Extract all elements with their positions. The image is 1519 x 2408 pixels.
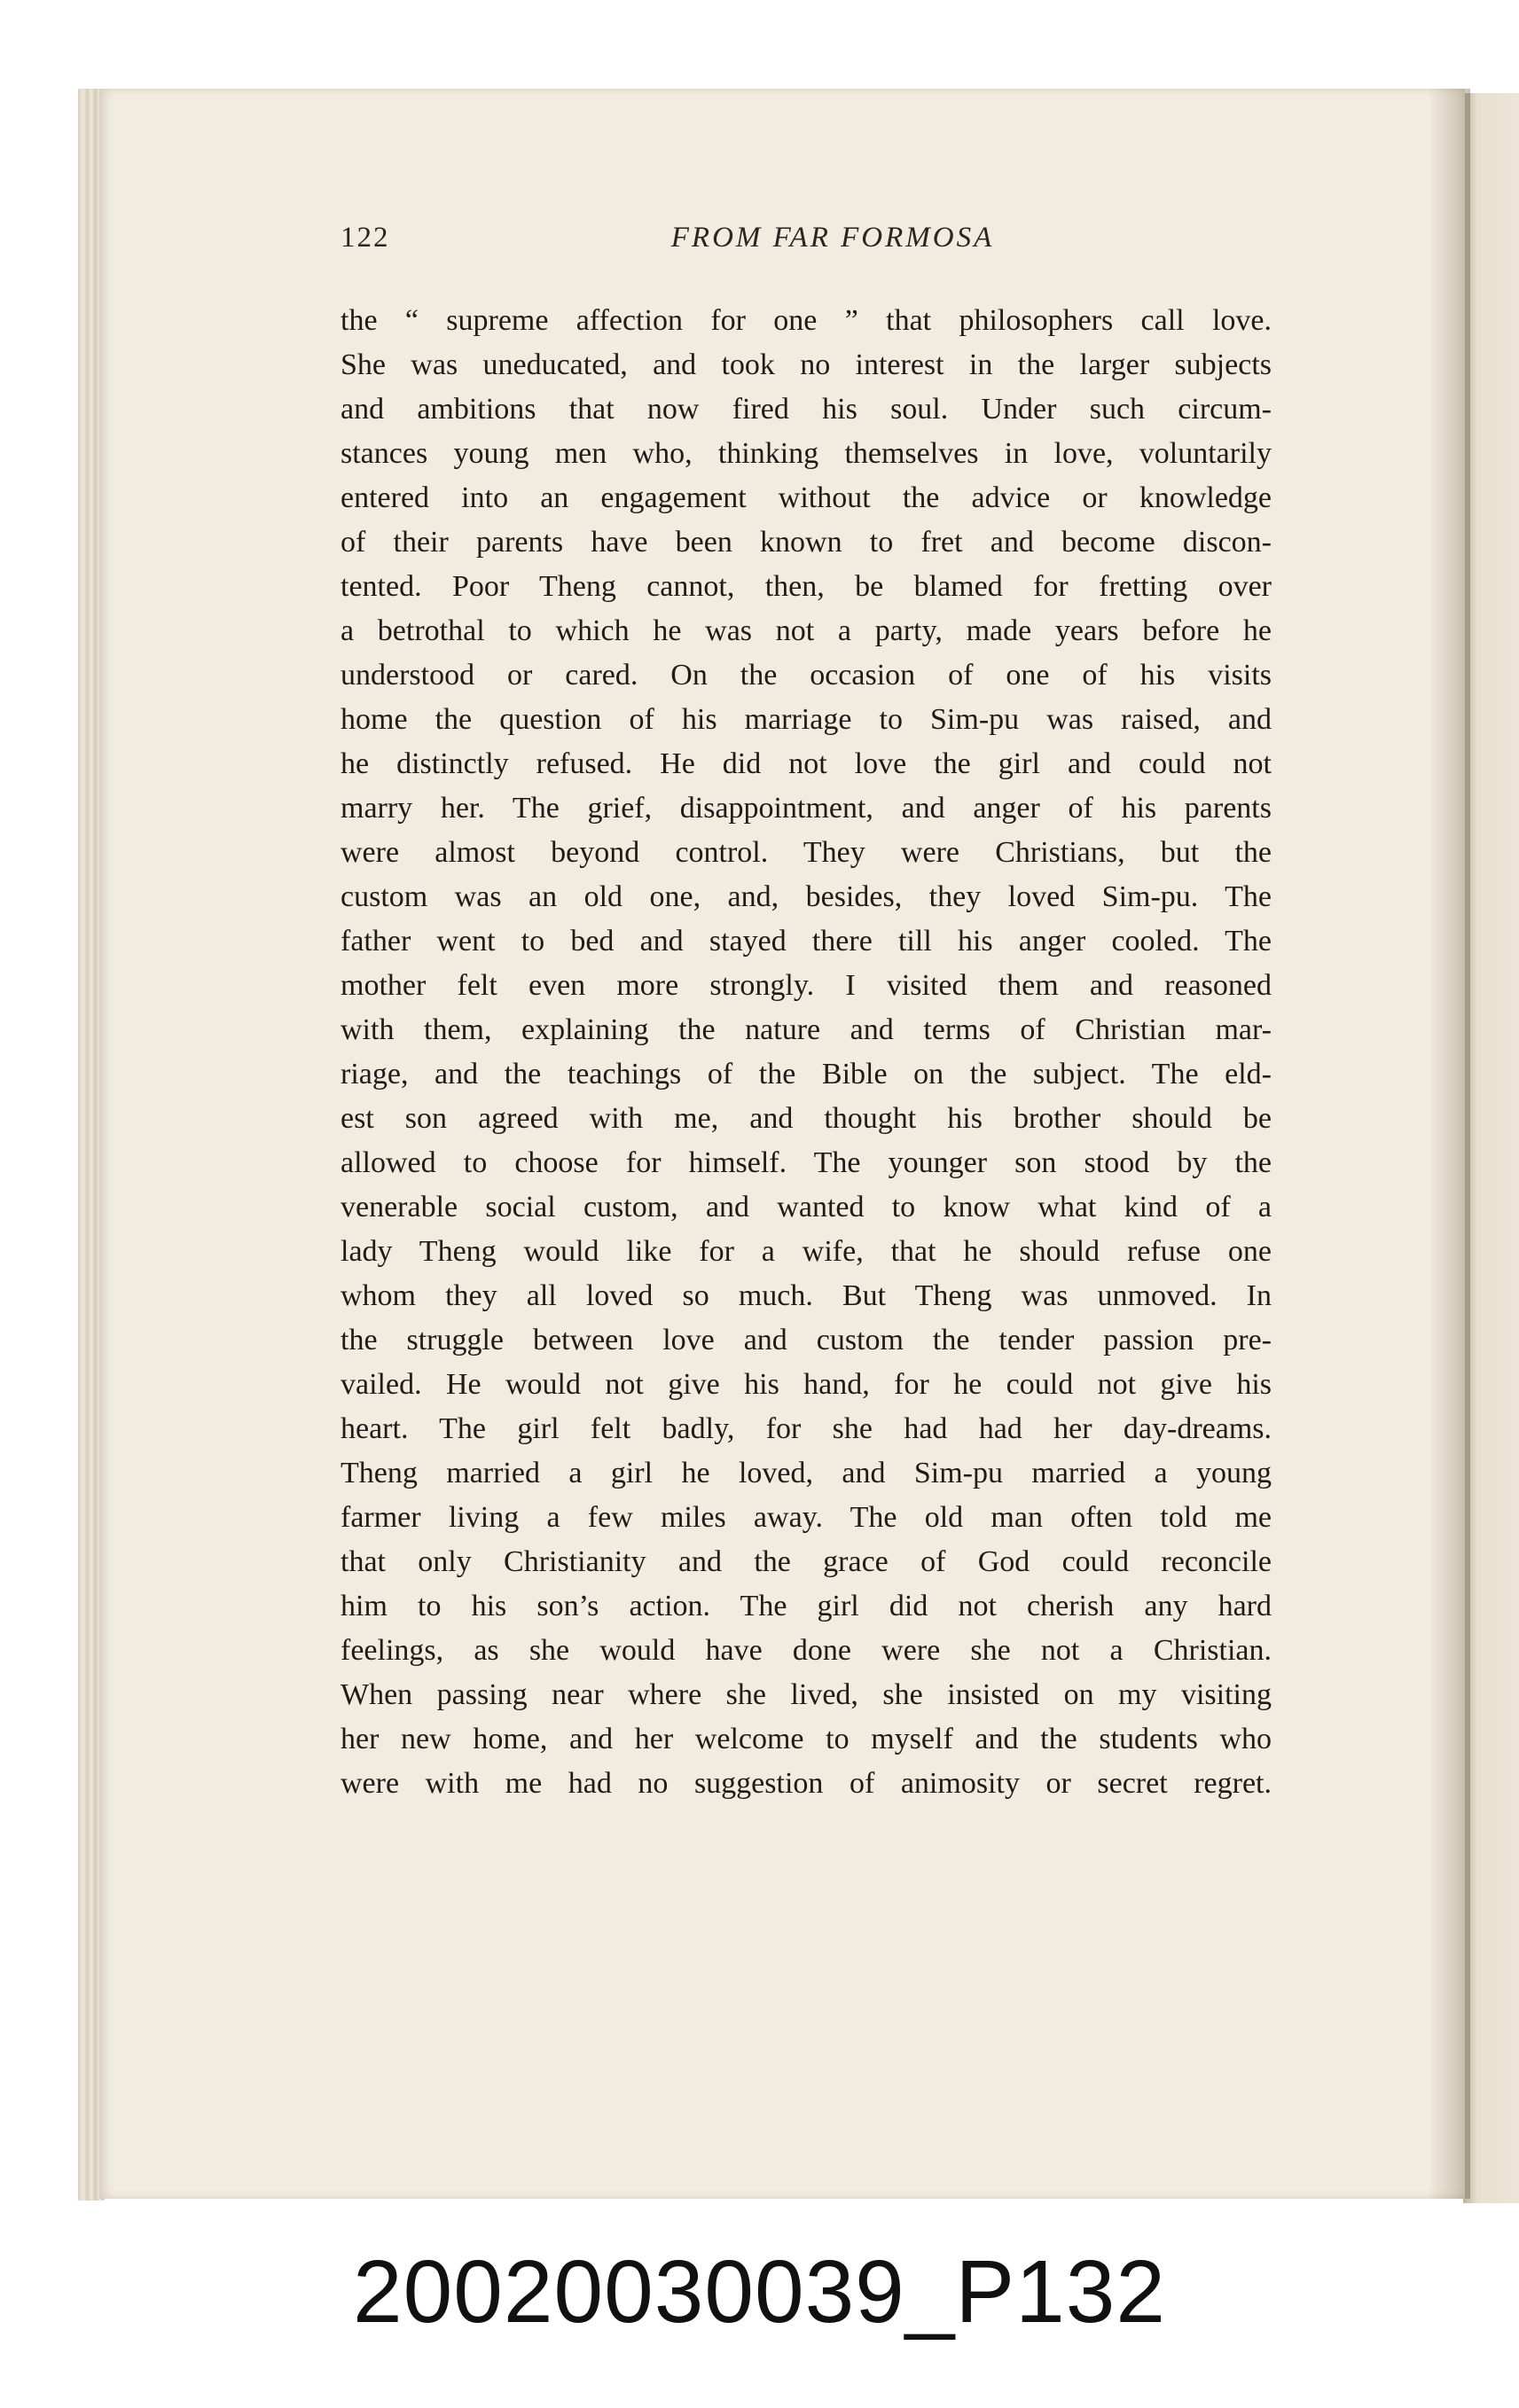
text-line: stances young men who, thinking themselves in love, voluntarily — [341, 437, 1272, 470]
catalog-id: 20020030039_P132 — [353, 2242, 1166, 2342]
text-line: of their parents have been known to fret and become discon- — [341, 526, 1272, 559]
running-title: FROM FAR FORMOSA — [670, 222, 995, 254]
text-line: tented. Poor Theng cannot, then, be blamed for fretting over — [341, 570, 1272, 603]
text-line: lady Theng would like for a wife, that he should refuse one — [341, 1235, 1272, 1268]
text-line: that only Christianity and the grace of God could reconcile — [341, 1545, 1272, 1578]
text-line: the struggle between love and custom the tender passion pre- — [341, 1324, 1272, 1356]
text-line: and ambitions that now fired his soul. Under such circum- — [341, 393, 1272, 426]
text-line: entered into an engagement without the advice or knowledge — [341, 481, 1272, 514]
text-line: Theng married a girl he loved, and Sim-pu married a young — [341, 1457, 1272, 1489]
text-line: heart. The girl felt badly, for she had had her day-dreams. — [341, 1412, 1272, 1445]
text-line: venerable social custom, and wanted to know what kind of a — [341, 1191, 1272, 1224]
text-line: with them, explaining the nature and terms of Christian mar- — [341, 1013, 1272, 1046]
text-line: her new home, and her welcome to myself and the students who — [341, 1723, 1272, 1755]
text-line: marry her. The grief, disappointment, and anger of his parents — [341, 792, 1272, 825]
text-line: him to his son’s action. The girl did not cherish any hard — [341, 1590, 1272, 1622]
text-line: the “ supreme affection for one ” that philosophers call love. — [341, 304, 1272, 337]
text-line: were with me had no suggestion of animosity or secret regret. — [341, 1767, 1272, 1800]
text-line: est son agreed with me, and thought his brother should be — [341, 1102, 1272, 1135]
text-line: were almost beyond control. They were Christians, but the — [341, 836, 1272, 869]
text-line: allowed to choose for himself. The younger son stood by the — [341, 1146, 1272, 1179]
facing-page-edge — [1463, 93, 1519, 2203]
text-line: a betrothal to which he was not a party, made years before he — [341, 614, 1272, 647]
text-line: feelings, as she would have done were she not a Christian. — [341, 1634, 1272, 1667]
text-line: whom they all loved so much. But Theng was unmoved. In — [341, 1279, 1272, 1312]
text-line: custom was an old one, and, besides, they loved Sim-pu. The — [341, 880, 1272, 913]
text-line: vailed. He would not give his hand, for he could not give his — [341, 1368, 1272, 1401]
text-line: She was uneducated, and took no interest in the larger subjects — [341, 348, 1272, 381]
text-line: father went to bed and stayed there till his anger cooled. The — [341, 925, 1272, 958]
text-line: home the question of his marriage to Sim-pu was raised, and — [341, 703, 1272, 736]
text-line: he distinctly refused. He did not love the girl and could not — [341, 747, 1272, 780]
running-head — [341, 222, 1272, 266]
text-line: mother felt even more strongly. I visited them and reasoned — [341, 969, 1272, 1002]
gutter-shadow — [1428, 89, 1470, 2199]
text-line: When passing near where she lived, she insisted on my visiting — [341, 1678, 1272, 1711]
page-number: 122 — [341, 222, 390, 254]
body-text — [341, 299, 1272, 1806]
text-line: understood or cared. On the occasion of one of his visits — [341, 659, 1272, 692]
text-line: farmer living a few miles away. The old man often told me — [341, 1501, 1272, 1534]
text-line: riage, and the teachings of the Bible on the subject. The eld- — [341, 1058, 1272, 1091]
